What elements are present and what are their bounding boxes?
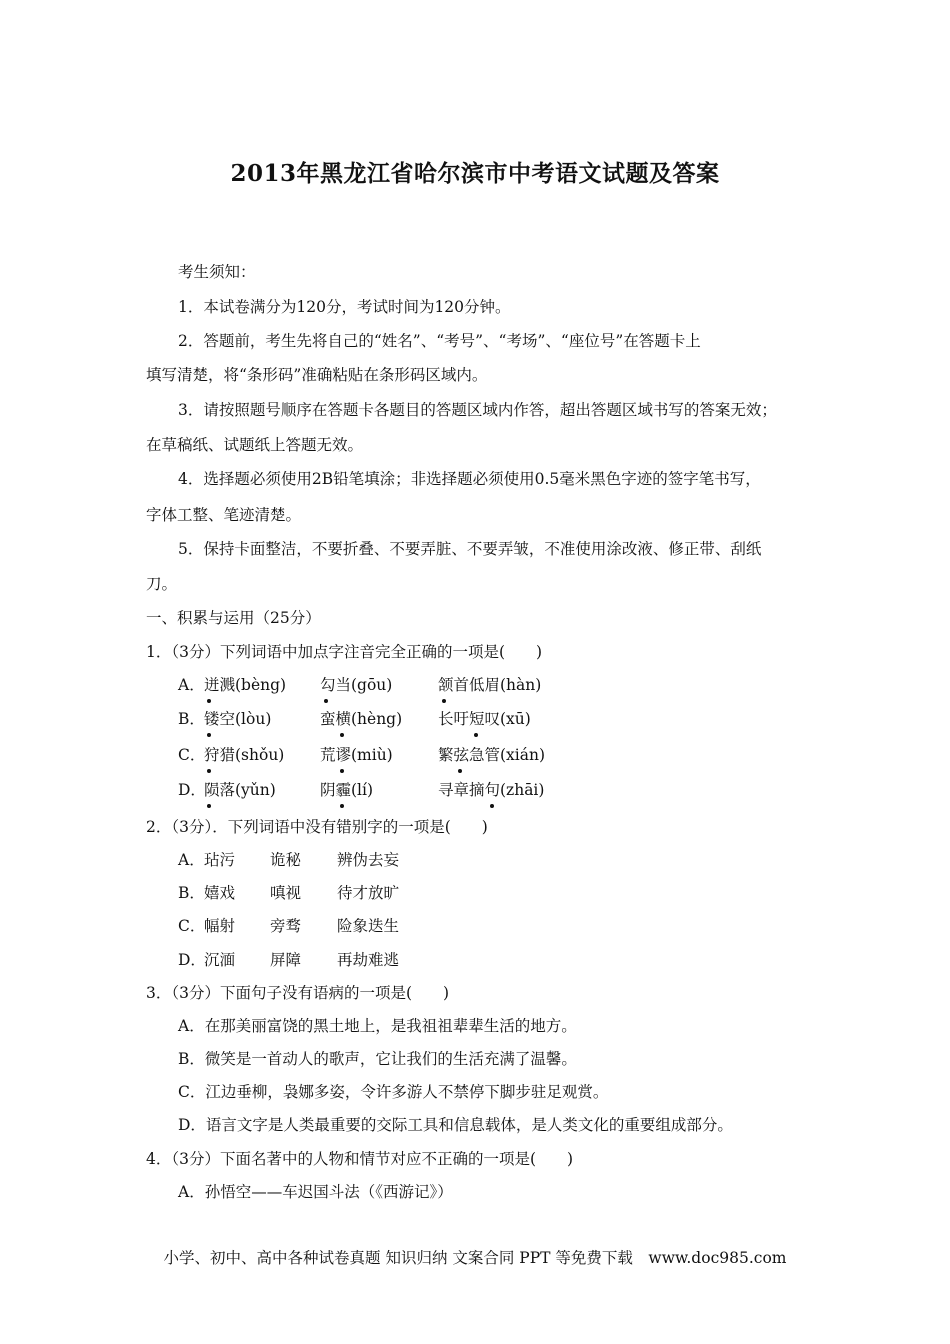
question-stem: 1．（3分）下列词语中加点字注音完全正确的一项是( )	[146, 643, 543, 661]
option-text: A．孙悟空——车迟国斗法（《西游记》）	[178, 1183, 453, 1201]
emphasis-dot	[324, 699, 328, 703]
emphasis-dot	[340, 804, 344, 808]
option-word: 诡秘	[270, 851, 302, 869]
notice-item: 刀。	[146, 575, 178, 593]
option-word: 沉湎	[204, 951, 236, 969]
option-text: C．江边垂柳，袅娜多姿，令许多游人不禁停下脚步驻足观赏。	[178, 1083, 609, 1101]
option-word: 狩猎(shǒu)	[204, 746, 285, 764]
notice-item: 5．保持卡面整洁，不要折叠、不要弄脏、不要弄皱，不准使用涂改液、修正带、刮纸	[178, 540, 762, 558]
emphasis-dot	[207, 804, 211, 808]
option-letter: A．	[178, 851, 205, 869]
option-word: 蛮横(hèng)	[320, 710, 403, 728]
option-word: 迸溅(bèng)	[204, 676, 287, 694]
option-word: 嬉戏	[204, 884, 236, 902]
notice-heading: 考生须知：	[178, 263, 256, 281]
option-word: 辨伪去妄	[337, 851, 400, 869]
emphasis-dot	[474, 733, 478, 737]
option-letter: D．	[178, 951, 206, 969]
option-text: A．在那美丽富饶的黑土地上，是我祖祖辈辈生活的地方。	[178, 1017, 577, 1035]
option-letter: C．	[178, 917, 206, 935]
option-letter: A．	[178, 676, 205, 694]
option-word: 荒谬(miù)	[320, 746, 393, 764]
notice-item: 在草稿纸、试题纸上答题无效。	[146, 436, 364, 454]
option-letter: B．	[178, 710, 205, 728]
option-word: 勾当(gōu)	[320, 676, 393, 694]
option-letter: C．	[178, 746, 206, 764]
option-word: 繁弦急管(xián)	[438, 746, 546, 764]
notice-item: 2．答题前，考生先将自己的“姓名”、“考号”、“考场”、“座位号”在答题卡上	[178, 332, 701, 350]
option-letter: D．	[178, 781, 206, 799]
option-word: 玷污	[204, 851, 236, 869]
option-word: 阴霾(lí)	[320, 781, 374, 799]
question-stem: 2．（3分）．下列词语中没有错别字的一项是( )	[146, 818, 488, 836]
option-word: 长吁短叹(xū)	[438, 710, 531, 728]
emphasis-dot	[340, 733, 344, 737]
emphasis-dot	[207, 733, 211, 737]
option-word: 险象迭生	[337, 917, 400, 935]
question-stem: 4．（3分）下面名著中的人物和情节对应不正确的一项是( )	[146, 1150, 574, 1168]
page-title: 2013年黑龙江省哈尔滨市中考语文试题及答案	[230, 160, 720, 187]
option-word: 待才放旷	[337, 884, 400, 902]
option-word: 再劫难逃	[337, 951, 400, 969]
emphasis-dot	[490, 804, 494, 808]
notice-item: 4．选择题必须使用2B铅笔填涂；非选择题必须使用0.5毫米黑色字迹的签字笔书写，	[178, 470, 761, 488]
option-word: 镂空(lòu)	[204, 710, 272, 728]
option-word: 屏障	[270, 951, 302, 969]
option-text: D．语言文字是人类最重要的交际工具和信息载体，是人类文化的重要组成部分。	[178, 1116, 733, 1134]
emphasis-dot	[207, 769, 211, 773]
section-heading: 一、积累与运用（25分）	[146, 609, 321, 627]
option-letter: B．	[178, 884, 205, 902]
emphasis-dot	[458, 769, 462, 773]
option-word: 陨落(yǔn)	[204, 781, 276, 799]
notice-item: 1．本试卷满分为120分，考试时间为120分钟。	[178, 298, 511, 316]
notice-item: 字体工整、笔迹清楚。	[146, 506, 302, 524]
page-footer: 小学、初中、高中各种试卷真题 知识归纳 文案合同 PPT 等免费下载 www.doc985.com	[163, 1249, 787, 1267]
option-word: 嗔视	[270, 884, 302, 902]
option-word: 颔首低眉(hàn)	[438, 676, 542, 694]
notice-item: 3．请按照题号顺序在答题卡各题目的答题区域内作答，超出答题区域书写的答案无效；	[178, 401, 777, 419]
question-stem: 3．（3分）下面句子没有语病的一项是( )	[146, 984, 450, 1002]
option-text: B．微笑是一首动人的歌声，它让我们的生活充满了温馨。	[178, 1050, 577, 1068]
option-word: 幅射	[204, 917, 236, 935]
notice-item: 填写清楚，将“条形码”准确粘贴在条形码区域内。	[146, 366, 488, 384]
emphasis-dot	[442, 699, 446, 703]
emphasis-dot	[340, 769, 344, 773]
emphasis-dot	[207, 699, 211, 703]
option-word: 寻章摘句(zhāi)	[438, 781, 545, 799]
option-word: 旁骛	[270, 917, 302, 935]
